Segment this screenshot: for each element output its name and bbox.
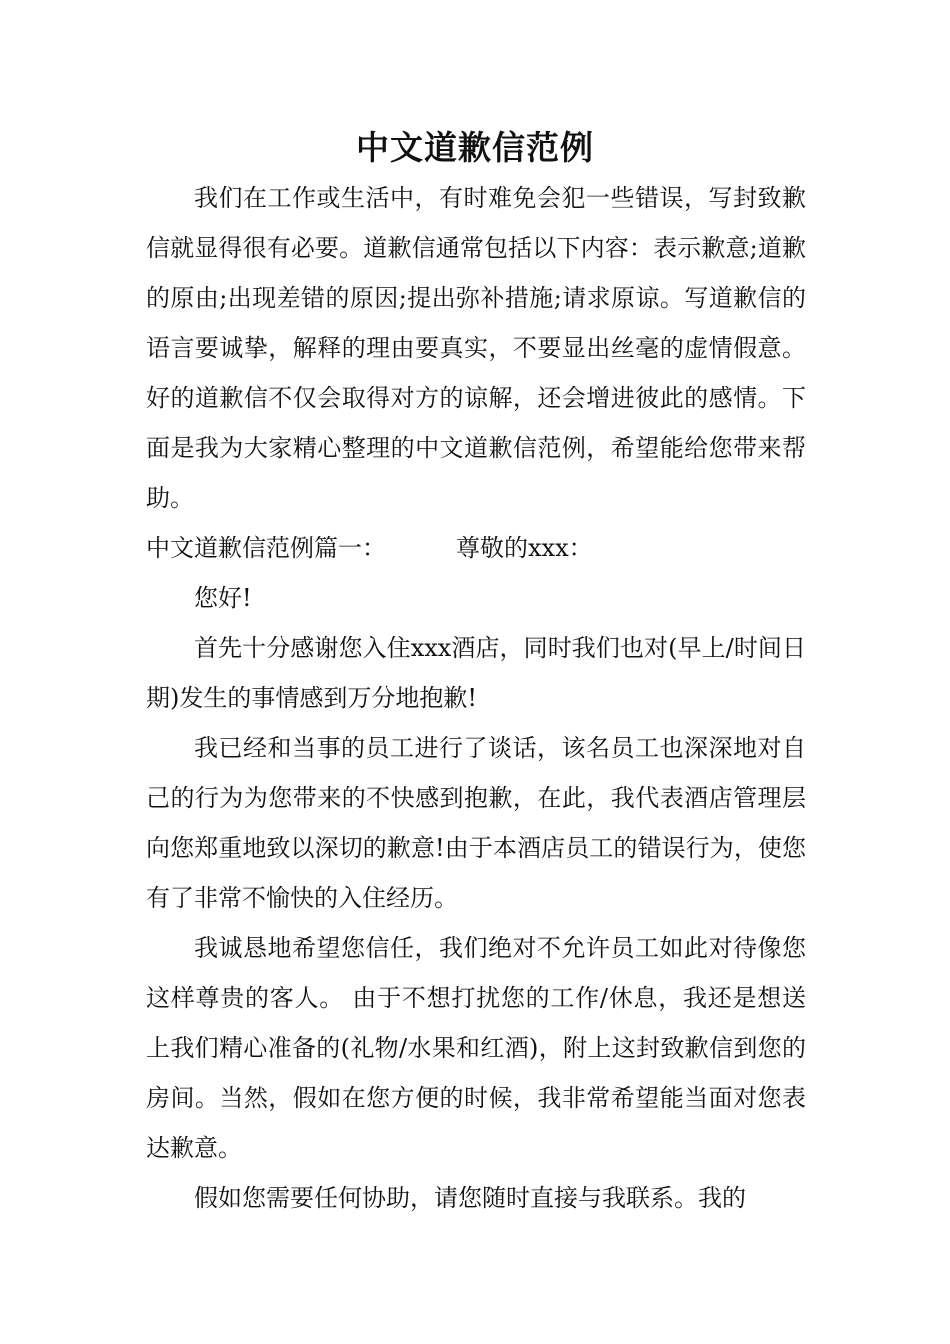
- sample-heading-line: [146, 523, 806, 573]
- letter-paragraph: 假如您需要任何协助，请您随时直接与我联系。我的: [194, 1184, 746, 1212]
- greeting: 您好!: [194, 584, 252, 612]
- salutation: 尊敬的xxx：: [456, 534, 593, 562]
- document-title: 中文道歉信范例: [356, 128, 594, 167]
- document-body: [146, 173, 806, 1223]
- letter-paragraph: 首先十分感谢您入住xxx酒店，同时我们也对(早上/时间日期)发生的事情感到万分地抱歉!: [146, 634, 806, 712]
- intro-paragraph: 我们在工作或生活中，有时难免会犯一些错误，写封致歉信就显得很有必要。道歉信通常包括以下内容：表示歉意;道歉的原由;出现差错的原因;提出弥补措施;请求原谅。写道歉信的语言要诚挚，解释的理由要真实，不要显出丝毫的虚情假意。好的道歉信不仅会取得对方的谅解，还会增进彼此的感情。下面是我为大家精心整理的中文道歉信范例，希望能给您带来帮助。: [146, 184, 806, 512]
- sample-heading: 中文道歉信范例篇一：: [146, 534, 386, 562]
- letter-paragraph: 我已经和当事的员工进行了谈话，该名员工也深深地对自己的行为为您带来的不快感到抱歉，在此，我代表酒店管理层向您郑重地致以深切的歉意!由于本酒店员工的错误行为，使您有了非常不愉快的入住经历。: [146, 734, 806, 912]
- letter-paragraph: 我诚恳地希望您信任，我们绝对不允许员工如此对待像您这样尊贵的客人。 由于不想打扰您的工作/休息，我还是想送上我们精心准备的(礼物/水果和红酒)，附上这封致歉信到您的房间。当然，假如在您方便的时候，我非常希望能当面对您表达歉意。: [146, 934, 806, 1162]
